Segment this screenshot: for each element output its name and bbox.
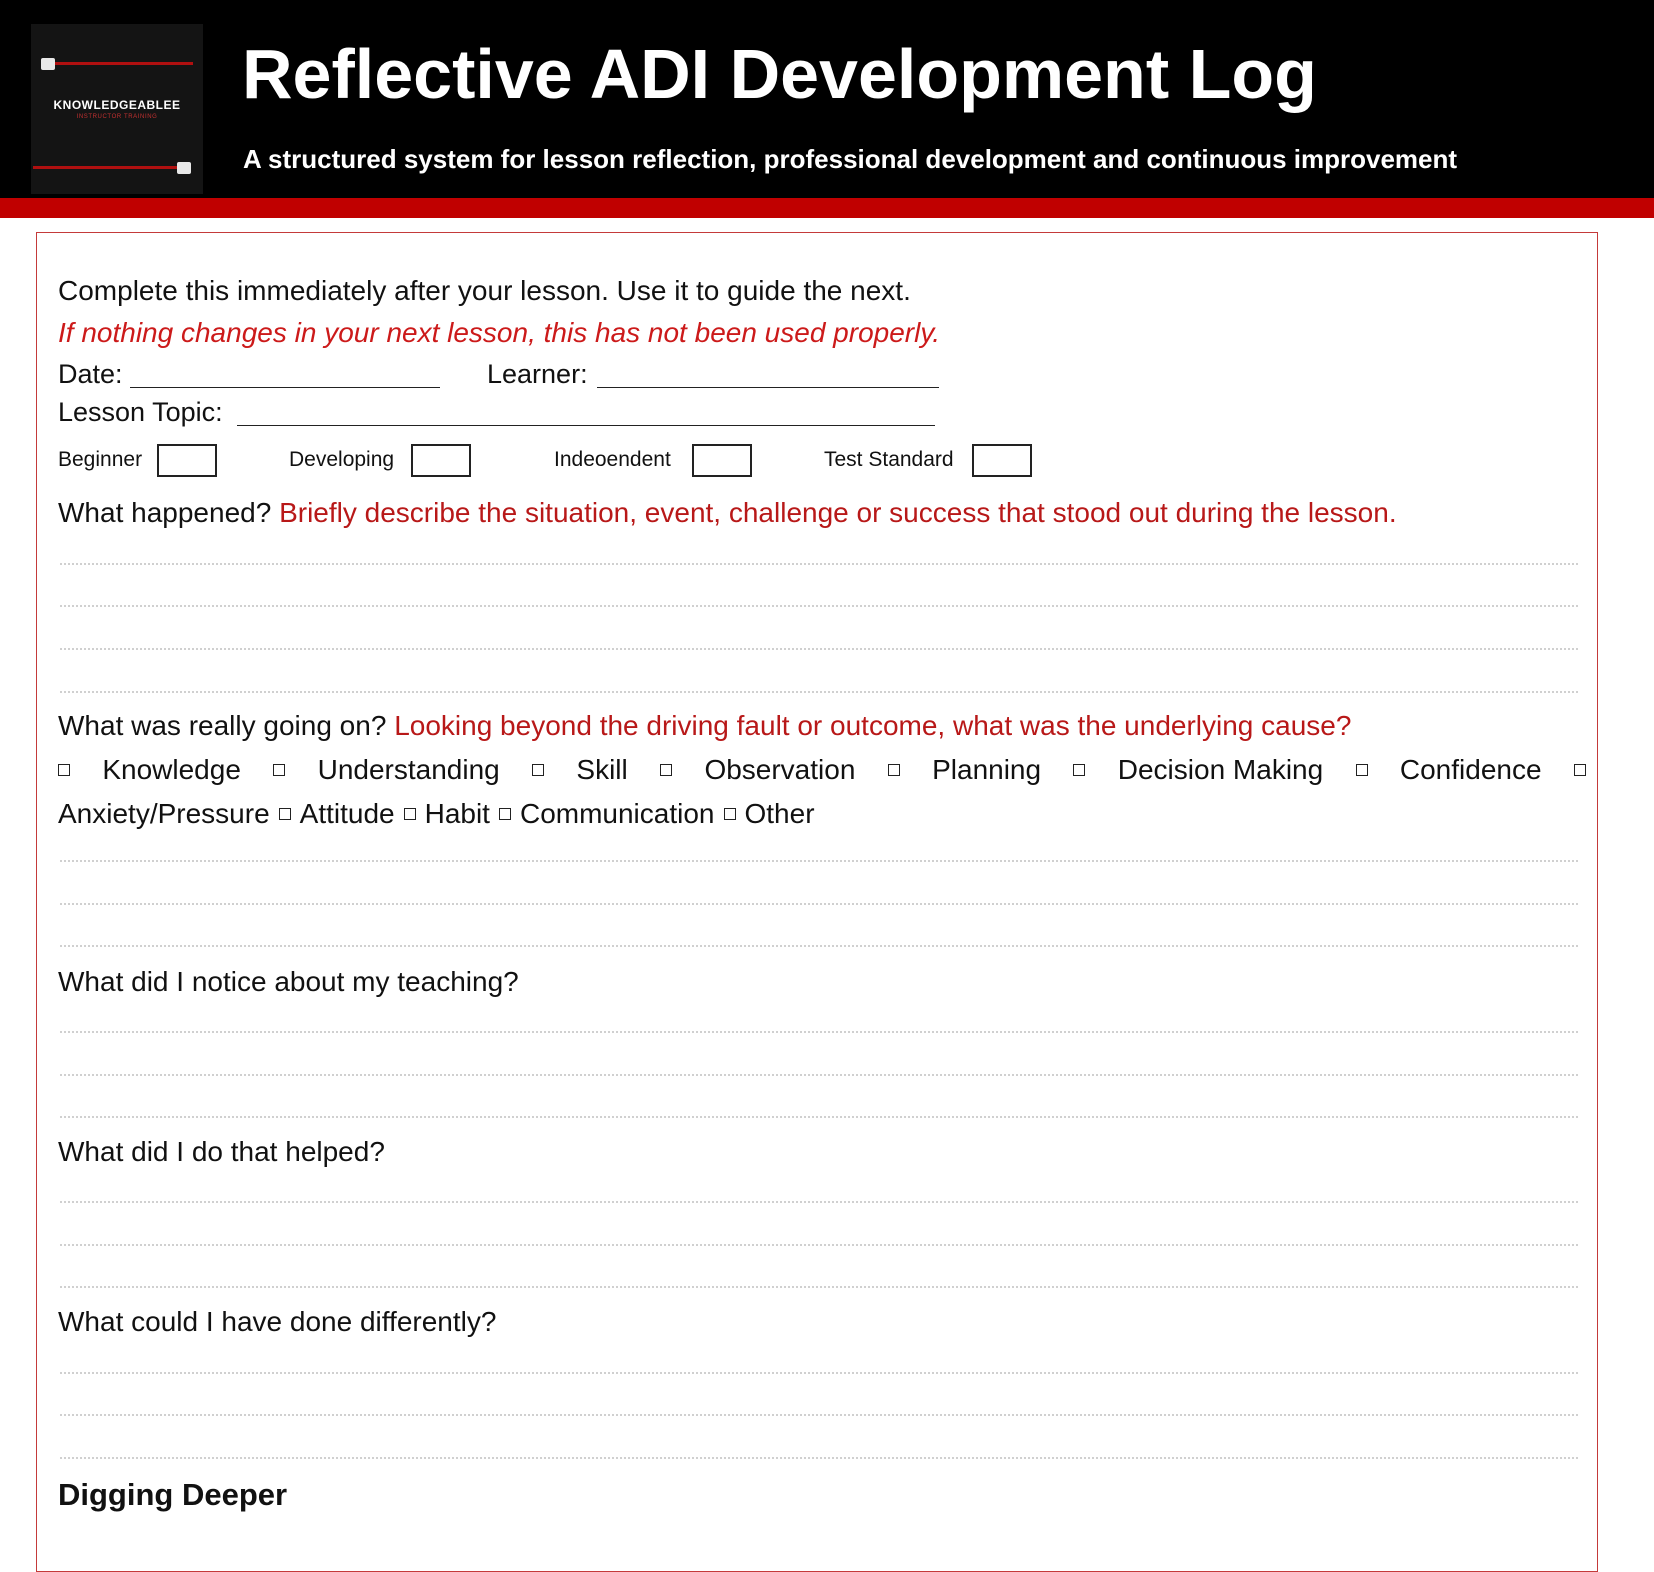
underlying-cause-prompt: Looking beyond the driving fault or outcome, what was the underlying cause? — [394, 710, 1352, 741]
what-happened-line-1[interactable] — [60, 563, 1578, 565]
level-independent-label: Indeoendent — [554, 448, 671, 471]
cause-skill-checkbox[interactable] — [532, 764, 544, 776]
differently-question: What could I have done differently? — [58, 1306, 497, 1337]
cause-attitude-checkbox[interactable] — [279, 808, 291, 820]
cause-confidence-checkbox[interactable] — [1356, 764, 1368, 776]
page-subtitle: A structured system for lesson reflection, professional development and continuous improvement — [243, 144, 1458, 174]
underlying-cause-line-1[interactable] — [60, 860, 1578, 862]
level-test-standard-checkbox[interactable] — [972, 444, 1032, 477]
header-banner — [0, 0, 1654, 198]
topic-field[interactable] — [237, 425, 935, 426]
cause-confidence-label: Confidence — [1399, 754, 1542, 785]
differently-line-1[interactable] — [60, 1372, 1578, 1374]
section-underlying-cause — [58, 709, 1351, 743]
notice-teaching-line-2[interactable] — [60, 1074, 1578, 1076]
learner-field[interactable] — [597, 387, 939, 388]
cause-communication-checkbox[interactable] — [499, 808, 511, 820]
cause-other-label: Other — [744, 798, 815, 829]
date-label: Date: — [58, 359, 123, 389]
page-title: Reflective ADI Development Log — [242, 35, 1317, 113]
what-happened-line-3[interactable] — [60, 648, 1578, 650]
notice-teaching-line-1[interactable] — [60, 1031, 1578, 1033]
level-independent-checkbox[interactable] — [692, 444, 752, 477]
level-beginner-checkbox[interactable] — [157, 444, 217, 477]
logo-bottom-tab — [177, 162, 191, 174]
underlying-cause-question: What was really going on? — [58, 710, 387, 741]
cause-planning-label: Planning — [932, 754, 1042, 785]
form-frame — [36, 232, 1598, 1572]
warning-text: If nothing changes in your next lesson, this has not been used properly. — [58, 317, 941, 348]
cause-options — [58, 748, 1586, 836]
cause-observation-label: Observation — [704, 754, 856, 785]
logo-top-line — [41, 62, 193, 65]
underlying-cause-line-2[interactable] — [60, 903, 1578, 905]
helped-line-3[interactable] — [60, 1286, 1578, 1288]
notice-teaching-question: What did I notice about my teaching? — [58, 966, 519, 997]
logo-tagline: INSTRUCTOR TRAINING — [76, 114, 158, 120]
what-happened-line-2[interactable] — [60, 605, 1578, 607]
cause-observation-checkbox[interactable] — [660, 764, 672, 776]
cause-attitude-label: Attitude — [299, 798, 395, 829]
cause-habit-label: Habit — [424, 798, 490, 829]
cause-options-row-1 — [58, 748, 1586, 792]
cause-anxiety-checkbox[interactable] — [1574, 764, 1586, 776]
differently-line-2[interactable] — [60, 1414, 1578, 1416]
what-happened-question: What happened? — [58, 497, 272, 528]
cause-other-checkbox[interactable] — [724, 808, 736, 820]
header-accent-bar — [0, 198, 1654, 218]
helped-line-1[interactable] — [60, 1201, 1578, 1203]
level-developing-checkbox[interactable] — [411, 444, 471, 477]
cause-decision-making-checkbox[interactable] — [1073, 764, 1085, 776]
cause-decision-making-label: Decision Making — [1117, 754, 1324, 785]
logo-bottom-line — [33, 166, 185, 169]
section-what-happened — [58, 496, 1397, 530]
cause-communication-label: Communication — [519, 798, 715, 829]
what-happened-line-4[interactable] — [60, 691, 1578, 693]
differently-line-3[interactable] — [60, 1457, 1578, 1459]
cause-understanding-checkbox[interactable] — [273, 764, 285, 776]
level-developing-label: Developing — [289, 448, 395, 471]
date-field[interactable] — [130, 387, 440, 388]
cause-planning-checkbox[interactable] — [888, 764, 900, 776]
learner-label: Learner: — [487, 359, 588, 389]
level-beginner-label: Beginner — [58, 448, 143, 471]
cause-skill-label: Skill — [576, 754, 628, 785]
logo-name: KNOWLEDGEABLEE — [53, 98, 181, 112]
level-test-standard-label: Test Standard — [824, 448, 954, 471]
cause-anxiety-label: Anxiety/Pressure — [58, 798, 270, 829]
digging-deeper-heading: Digging Deeper — [58, 1477, 288, 1512]
topic-label: Lesson Topic: — [58, 397, 223, 427]
cause-habit-checkbox[interactable] — [404, 808, 416, 820]
company-logo — [31, 24, 203, 194]
cause-options-row-2 — [58, 792, 1586, 836]
helped-line-2[interactable] — [60, 1244, 1578, 1246]
cause-understanding-label: Understanding — [317, 754, 500, 785]
instruction-text: Complete this immediately after your lesson. Use it to guide the next. — [58, 275, 911, 306]
what-happened-prompt: Briefly describe the situation, event, challenge or success that stood out during the lesson. — [279, 497, 1397, 528]
helped-question: What did I do that helped? — [58, 1136, 385, 1167]
logo-top-tab — [41, 58, 55, 70]
underlying-cause-line-3[interactable] — [60, 945, 1578, 947]
cause-knowledge-checkbox[interactable] — [58, 764, 70, 776]
notice-teaching-line-3[interactable] — [60, 1116, 1578, 1118]
cause-knowledge-label: Knowledge — [102, 754, 241, 785]
